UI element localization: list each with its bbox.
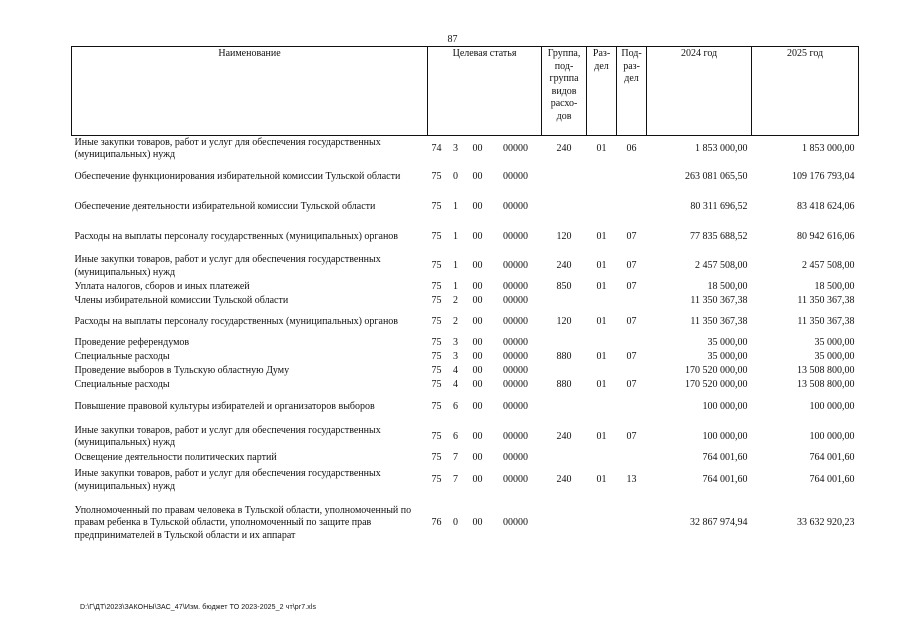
expense-group: 120 — [556, 316, 572, 328]
section — [587, 393, 617, 423]
target-subprogram: 1 — [453, 260, 458, 272]
section — [587, 365, 617, 379]
target-code: 00000 — [503, 316, 529, 328]
target-direction: 00 — [472, 351, 483, 363]
expense-group: 850 — [556, 281, 572, 293]
target-program: 75 — [431, 474, 442, 486]
table-row — [72, 295, 859, 309]
expense-group — [542, 337, 587, 351]
target-direction: 00 — [472, 430, 483, 442]
row-name: Иные закупки товаров, работ и услуг для обеспечения государственных (муниципальных) нужд — [74, 468, 381, 492]
amount-2025: 764 001,60 — [809, 474, 855, 486]
target-direction: 00 — [472, 401, 483, 413]
amount-2024: 170 520 000,00 — [685, 379, 748, 391]
target-subprogram: 2 — [453, 316, 458, 328]
section: 01 — [596, 316, 607, 328]
target-code: 00000 — [503, 452, 529, 464]
amount-2025: 100 000,00 — [809, 430, 855, 442]
subsection — [617, 496, 647, 552]
target-code: 00000 — [503, 517, 529, 529]
target-code: 00000 — [503, 351, 529, 363]
target-program: 75 — [431, 351, 442, 363]
target-program: 75 — [431, 171, 442, 183]
row-name: Специальные расходы — [74, 379, 170, 391]
row-name: Расходы на выплаты персоналу государственных (муниципальных) органов — [74, 231, 399, 243]
table-row — [72, 365, 859, 379]
table-row — [72, 309, 859, 337]
expense-group: 240 — [556, 260, 572, 272]
amount-2024: 77 835 688,52 — [690, 231, 748, 243]
table-row — [72, 423, 859, 452]
section — [587, 496, 617, 552]
target-subprogram: 2 — [453, 295, 458, 307]
section: 01 — [596, 351, 607, 363]
row-name: Уплата налогов, сборов и иных платежей — [74, 281, 250, 293]
target-program: 75 — [431, 365, 442, 377]
target-program: 75 — [431, 316, 442, 328]
amount-2025: 13 508 800,00 — [797, 365, 855, 377]
target-subprogram: 4 — [453, 379, 458, 391]
header-name: Наименование — [72, 47, 428, 136]
section: 01 — [596, 430, 607, 442]
amount-2025: 2 457 508,00 — [802, 260, 855, 272]
subsection: 07 — [626, 351, 637, 363]
table-row — [72, 393, 859, 423]
target-subprogram: 6 — [453, 430, 458, 442]
expense-group: 120 — [556, 231, 572, 243]
row-name: Иные закупки товаров, работ и услуг для обеспечения государственных (муниципальных) нужд — [74, 136, 381, 161]
target-direction: 00 — [472, 452, 483, 464]
table-row — [72, 223, 859, 253]
amount-2024: 100 000,00 — [702, 430, 748, 442]
target-program: 76 — [431, 517, 442, 529]
expense-group: 880 — [556, 379, 572, 391]
table-row — [72, 136, 859, 163]
section — [587, 452, 617, 466]
amount-2024: 170 520 000,00 — [685, 365, 748, 377]
row-name: Расходы на выплаты персоналу государственных (муниципальных) органов — [74, 316, 399, 328]
amount-2024: 764 001,60 — [702, 474, 748, 486]
amount-2024: 764 001,60 — [702, 452, 748, 464]
file-path-footer: D:\Г\ДТ\2023\ЗАКОНЫ\ЗАС_47\Изм. бюджет ТО 2023-2025_2 чт\pr7.xls — [80, 604, 317, 611]
subsection: 13 — [626, 474, 637, 486]
header-section: Раз- дел — [587, 47, 617, 136]
amount-2024: 100 000,00 — [702, 401, 748, 413]
target-program: 75 — [431, 281, 442, 293]
expense-group: 880 — [556, 351, 572, 363]
row-name: Уполномоченный по правам человека в Тульской области, уполномоченный по правам ребенка в Тульской области, уполномоченный по защите прав предпринимателей в Тульской области и их аппарат — [74, 504, 412, 541]
target-code: 00000 — [503, 337, 529, 349]
amount-2024: 2 457 508,00 — [695, 260, 748, 272]
target-subprogram: 3 — [453, 337, 458, 349]
target-direction: 00 — [472, 260, 483, 272]
header-subsection: Под- раз- дел — [617, 47, 647, 136]
budget-table-wrapper — [71, 46, 858, 552]
amount-2025: 83 418 624,06 — [797, 201, 855, 213]
target-subprogram: 7 — [453, 474, 458, 486]
section — [587, 295, 617, 309]
target-code: 00000 — [503, 379, 529, 391]
amount-2025: 109 176 793,04 — [792, 171, 855, 183]
expense-group — [542, 452, 587, 466]
target-subprogram: 3 — [453, 143, 458, 154]
expense-group — [542, 193, 587, 223]
target-code: 00000 — [503, 281, 529, 293]
section: 01 — [596, 474, 607, 486]
target-subprogram: 0 — [453, 517, 458, 529]
table-row — [72, 452, 859, 466]
row-name: Проведение выборов в Тульскую областную Думу — [74, 365, 290, 377]
table-row — [72, 281, 859, 295]
target-direction: 00 — [472, 231, 483, 243]
section: 01 — [596, 231, 607, 243]
amount-2024: 11 350 367,38 — [690, 316, 748, 328]
amount-2025: 35 000,00 — [814, 337, 855, 349]
subsection: 07 — [626, 316, 637, 328]
amount-2025: 18 500,00 — [814, 281, 855, 293]
target-subprogram: 0 — [453, 171, 458, 183]
section — [587, 193, 617, 223]
target-code: 00000 — [503, 430, 529, 442]
subsection: 06 — [626, 143, 637, 154]
row-name: Иные закупки товаров, работ и услуг для обеспечения государственных (муниципальных) нужд — [74, 254, 381, 278]
row-name: Члены избирательной комиссии Тульской области — [74, 295, 289, 307]
amount-2024: 11 350 367,38 — [690, 295, 748, 307]
target-direction: 00 — [472, 337, 483, 349]
amount-2024: 32 867 974,94 — [690, 517, 748, 529]
amount-2025: 35 000,00 — [814, 351, 855, 363]
amount-2024: 35 000,00 — [707, 351, 748, 363]
header-year-2024: 2024 год — [647, 47, 752, 136]
expense-group: 240 — [556, 474, 572, 486]
header-group: Группа, под- группа видов расхо- дов — [542, 47, 587, 136]
target-code: 00000 — [503, 474, 529, 486]
subsection — [617, 452, 647, 466]
target-code: 00000 — [503, 401, 529, 413]
amount-2024: 18 500,00 — [707, 281, 748, 293]
amount-2024: 80 311 696,52 — [690, 201, 748, 213]
target-subprogram: 1 — [453, 201, 458, 213]
amount-2025: 11 350 367,38 — [797, 316, 855, 328]
subsection: 07 — [626, 231, 637, 243]
target-direction: 00 — [472, 143, 483, 154]
table-row — [72, 351, 859, 365]
section: 01 — [596, 143, 607, 154]
target-direction: 00 — [472, 281, 483, 293]
section: 01 — [596, 260, 607, 272]
subsection — [617, 365, 647, 379]
target-direction: 00 — [472, 379, 483, 391]
amount-2025: 80 942 616,06 — [797, 231, 855, 243]
target-subprogram: 3 — [453, 351, 458, 363]
target-code: 00000 — [503, 201, 529, 213]
target-subprogram: 6 — [453, 401, 458, 413]
table-header-row — [72, 47, 859, 136]
row-name: Проведение референдумов — [74, 337, 190, 349]
amount-2025: 33 632 920,23 — [797, 517, 855, 529]
amount-2024: 35 000,00 — [707, 337, 748, 349]
amount-2024: 263 081 065,50 — [685, 171, 748, 183]
row-name: Повышение правовой культуры избирателей и организаторов выборов — [74, 401, 375, 413]
target-program: 75 — [431, 231, 442, 243]
target-program: 75 — [431, 452, 442, 464]
target-program: 74 — [431, 143, 442, 154]
subsection — [617, 193, 647, 223]
row-name: Специальные расходы — [74, 351, 170, 363]
amount-2024: 1 853 000,00 — [695, 143, 748, 154]
subsection — [617, 163, 647, 193]
target-program: 75 — [431, 337, 442, 349]
table-row — [72, 193, 859, 223]
target-direction: 00 — [472, 365, 483, 377]
subsection: 07 — [626, 281, 637, 293]
section: 01 — [596, 379, 607, 391]
section: 01 — [596, 281, 607, 293]
page-number: 87 — [447, 34, 458, 45]
target-code: 00000 — [503, 171, 529, 183]
target-direction: 00 — [472, 171, 483, 183]
table-body — [72, 136, 859, 552]
expense-group: 240 — [556, 430, 572, 442]
target-subprogram: 7 — [453, 452, 458, 464]
table-row — [72, 163, 859, 193]
target-direction: 00 — [472, 517, 483, 529]
amount-2025: 13 508 800,00 — [797, 379, 855, 391]
target-code: 00000 — [503, 143, 529, 154]
row-name: Обеспечение функционирования избирательной комиссии Тульской области — [74, 171, 401, 183]
target-direction: 00 — [472, 316, 483, 328]
table-row — [72, 253, 859, 281]
subsection: 07 — [626, 430, 637, 442]
target-subprogram: 1 — [453, 231, 458, 243]
target-program: 75 — [431, 430, 442, 442]
header-target-article: Целевая статья — [428, 47, 542, 136]
amount-2025: 11 350 367,38 — [797, 295, 855, 307]
expense-group — [542, 163, 587, 193]
budget-table — [71, 46, 859, 552]
table-row — [72, 466, 859, 496]
expense-group — [542, 496, 587, 552]
target-program: 75 — [431, 260, 442, 272]
target-direction: 00 — [472, 295, 483, 307]
subsection — [617, 295, 647, 309]
expense-group: 240 — [556, 143, 572, 154]
amount-2025: 100 000,00 — [809, 401, 855, 413]
subsection: 07 — [626, 260, 637, 272]
target-subprogram: 1 — [453, 281, 458, 293]
row-name: Иные закупки товаров, работ и услуг для обеспечения государственных (муниципальных) нужд — [74, 424, 381, 448]
section — [587, 337, 617, 351]
target-code: 00000 — [503, 231, 529, 243]
table-row — [72, 337, 859, 351]
target-code: 00000 — [503, 260, 529, 272]
target-program: 75 — [431, 201, 442, 213]
header-year-2025: 2025 год — [752, 47, 859, 136]
subsection: 07 — [626, 379, 637, 391]
amount-2025: 1 853 000,00 — [802, 143, 855, 154]
target-program: 75 — [431, 379, 442, 391]
target-code: 00000 — [503, 295, 529, 307]
table-row — [72, 496, 859, 552]
table-row — [72, 379, 859, 393]
target-code: 00000 — [503, 365, 529, 377]
target-subprogram: 4 — [453, 365, 458, 377]
target-direction: 00 — [472, 474, 483, 486]
target-program: 75 — [431, 401, 442, 413]
target-direction: 00 — [472, 201, 483, 213]
row-name: Обеспечение деятельности избирательной комиссии Тульской области — [74, 201, 376, 213]
row-name: Освещение деятельности политических партий — [74, 452, 277, 464]
expense-group — [542, 365, 587, 379]
subsection — [617, 337, 647, 351]
expense-group — [542, 295, 587, 309]
target-program: 75 — [431, 295, 442, 307]
expense-group — [542, 393, 587, 423]
section — [587, 163, 617, 193]
amount-2025: 764 001,60 — [809, 452, 855, 464]
subsection — [617, 393, 647, 423]
